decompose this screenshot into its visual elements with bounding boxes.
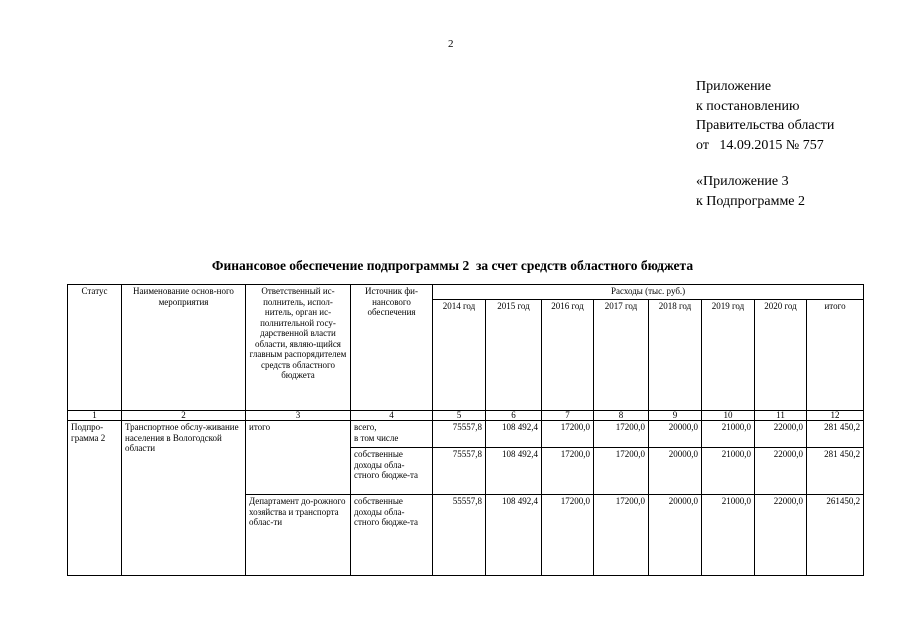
value-cell: 22000,0 — [755, 421, 807, 448]
total-cell: 281 450,2 — [807, 448, 864, 495]
total-cell: 261450,2 — [807, 495, 864, 576]
column-index: 2 — [122, 411, 246, 421]
status-cell: Подпро-грамма 2 — [68, 421, 122, 576]
header-year: 2015 год — [486, 300, 542, 411]
header-row — [68, 285, 864, 300]
column-index-row — [68, 411, 864, 421]
value-cell: 22000,0 — [755, 448, 807, 495]
responsible-cell: итого — [246, 421, 351, 495]
column-index: 1 — [68, 411, 122, 421]
value-cell: 108 492,4 — [486, 421, 542, 448]
appendix-date-line: от 14.09.2015 № 757 — [696, 137, 824, 153]
value-cell: 21000,0 — [702, 448, 755, 495]
appendix-block — [696, 77, 834, 155]
document-title: Финансовое обеспечение подпрограммы 2 за счет средств областного бюджета — [211, 258, 694, 273]
value-cell: 17200,0 — [594, 421, 649, 448]
column-index: 8 — [594, 411, 649, 421]
funding-source-cell: всего, в том числе — [351, 421, 433, 448]
column-index: 5 — [433, 411, 486, 421]
value-cell: 17200,0 — [542, 495, 594, 576]
header-year: 2014 год — [433, 300, 486, 411]
value-cell: 75557,8 — [433, 421, 486, 448]
column-index: 11 — [755, 411, 807, 421]
value-cell: 17200,0 — [594, 448, 649, 495]
header-year: 2016 год — [542, 300, 594, 411]
financing-table — [67, 284, 864, 576]
column-index: 7 — [542, 411, 594, 421]
value-cell: 20000,0 — [649, 421, 702, 448]
header-total: итого — [807, 300, 864, 411]
value-cell: 55557,8 — [433, 495, 486, 576]
header-expenses: Расходы (тыс. руб.) — [433, 285, 864, 300]
column-index: 4 — [351, 411, 433, 421]
value-cell: 20000,0 — [649, 448, 702, 495]
header-year: 2017 год — [594, 300, 649, 411]
appendix-line: «Приложение 3 — [696, 174, 789, 189]
value-cell: 20000,0 — [649, 495, 702, 576]
value-cell: 75557,8 — [433, 448, 486, 495]
funding-source-cell: собственные доходы обла-стного бюдже-та — [351, 448, 433, 495]
value-cell: 17200,0 — [594, 495, 649, 576]
appendix-line: к Подпрограмме 2 — [696, 193, 806, 209]
value-cell: 21000,0 — [702, 495, 755, 576]
value-cell: 17200,0 — [542, 421, 594, 448]
appendix-line: Приложение — [696, 79, 772, 94]
appendix-line: Правительства области — [696, 118, 835, 133]
column-index: 3 — [246, 411, 351, 421]
header-responsible: Ответственный ис-полнитель, испол-нитель, орган ис-полнительной госу-дарственной власти области, являю-щийся главным распорядителем средств областного бюджета — [246, 285, 351, 411]
value-cell: 108 492,4 — [486, 495, 542, 576]
column-index: 6 — [486, 411, 542, 421]
header-year: 2019 год — [702, 300, 755, 411]
column-index: 12 — [807, 411, 864, 421]
page-number: 2 — [448, 38, 454, 50]
column-index: 10 — [702, 411, 755, 421]
header-year: 2018 год — [649, 300, 702, 411]
header-activity-name: Наименование основ-ного мероприятия — [122, 285, 246, 411]
appendix-line: к постановлению — [696, 98, 800, 114]
header-year: 2020 год — [755, 300, 807, 411]
value-cell: 17200,0 — [542, 448, 594, 495]
header-status: Статус — [68, 285, 122, 411]
responsible-cell: Департамент до-рожного хозяйства и транспорта облас-ти — [246, 495, 351, 576]
funding-source-cell: собственные доходы обла-стного бюдже-та — [351, 495, 433, 576]
appendix-reference-block — [696, 172, 805, 211]
activity-name-cell: Транспортное обслу-живание населения в Вологодской области — [122, 421, 246, 576]
total-cell: 281 450,2 — [807, 421, 864, 448]
header-funding-source: Источник фи-нансового обеспечения — [351, 285, 433, 411]
value-cell: 21000,0 — [702, 421, 755, 448]
value-cell: 108 492,4 — [486, 448, 542, 495]
table-row — [68, 421, 864, 448]
column-index: 9 — [649, 411, 702, 421]
value-cell: 22000,0 — [755, 495, 807, 576]
